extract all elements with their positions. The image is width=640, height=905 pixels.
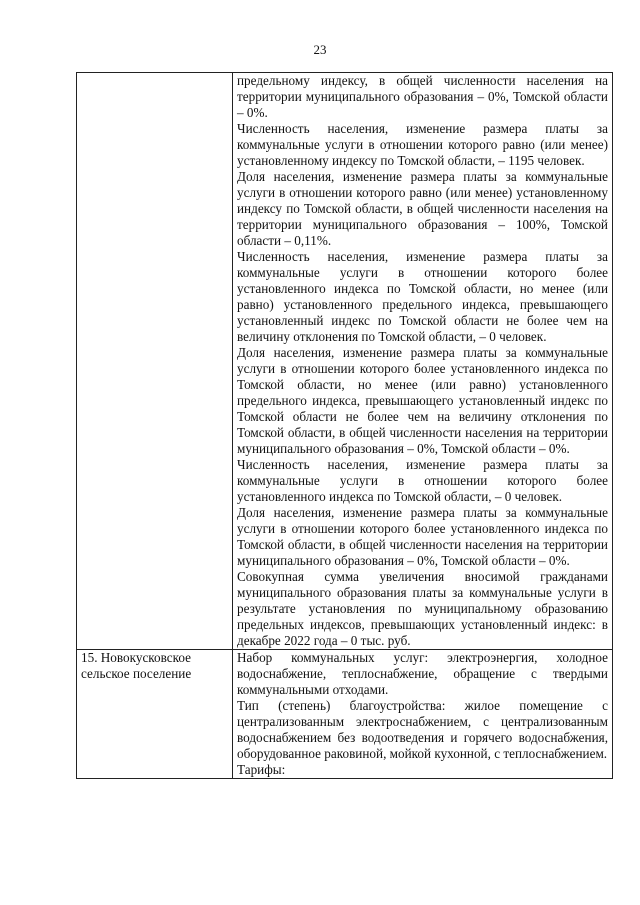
paragraph: Тарифы: [237, 762, 286, 777]
municipality-cell [77, 73, 233, 650]
paragraph: Численность населения, изменение размера платы за коммунальные услуги в отношении которого более установленного индекса по Томской области, но менее (или равно) установленного предельного индекса, превышающего установленный индекс по Томской области не более чем на величину отклонения по Томской области, – 0 человек. [237, 249, 608, 344]
description-cell [233, 73, 613, 650]
paragraph: Набор коммунальных услуг: электроэнергия, холодное водоснабжение, теплоснабжение, обращение с твердыми коммунальными отходами. [237, 650, 608, 697]
paragraph: Численность населения, изменение размера платы за коммунальные услуги в отношении которого равно (или менее) установленному индексу по Томской области, – 1195 человек. [237, 121, 608, 168]
paragraph: Тип (степень) благоустройства: жилое помещение с централизованным электроснабжением, с централизованным водоснабжением без водоотведения и горячего водоснабжения, оборудованное раковиной, мойкой кухонной, с теплоснабжением. [237, 698, 608, 761]
table-row [77, 73, 613, 650]
table-row [77, 650, 613, 779]
paragraph: Доля населения, изменение размера платы за коммунальные услуги в отношении которого более установленного индекса по Томской области, но менее (или равно) установленного предельного индекса, превышающего установленный индекс по Томской области не более чем на величину отклонения по Томской области, в общей численности населения на территории муниципального образования – 0%, Томской области – 0%. [237, 345, 608, 456]
paragraph: Доля населения, изменение размера платы за коммунальные услуги в отношении которого равно (или менее) установленному индексу по Томской области, в общей численности населения на территории муниципального образования – 100%, Томской области – 0,11%. [237, 169, 608, 248]
description-cell [233, 650, 613, 779]
municipal-indices-table [76, 72, 613, 779]
paragraph: Доля населения, изменение размера платы за коммунальные услуги в отношении которого более установленного индекса по Томской области, в общей численности населения на территории муниципального образования – 0%, Томской области – 0%. [237, 505, 608, 568]
municipality-cell: 15. Новокусковское сельское поселение [77, 650, 233, 779]
paragraph: Численность населения, изменение размера платы за коммунальные услуги в отношении которого более установленного индекса по Томской области, – 0 человек. [237, 457, 608, 504]
paragraph: Совокупная сумма увеличения вносимой гражданами муниципального образования платы за коммунальные услуги в результате установления по муниципальному образованию предельных индексов, превышающих установленный индекс: в декабре 2022 года – 0 тыс. руб. [237, 569, 608, 648]
page-number: 23 [313, 42, 327, 57]
paragraph: предельному индексу, в общей численности населения на территории муниципального образования – 0%, Томской области – 0%. [237, 73, 608, 120]
